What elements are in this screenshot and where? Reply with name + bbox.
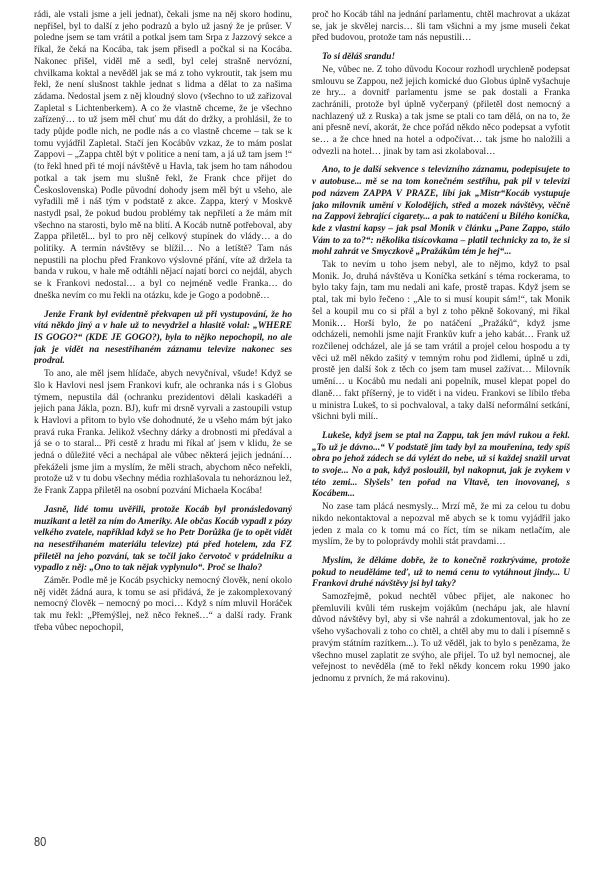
answer-paragraph: Záměr. Podle mě je Kocáb psychicky nemocný člověk, není okolo něj vidět žádná aura, k tomu se asi přidává, že je zakomplexovaný nemocný člověk – nemocný po moci… Když s ním mluvil Horáček tak mu řekl: „Přemýšlej, než něco řekneš…“ a další rady. Frank třeba vůbec nepochopil,: [34, 576, 292, 633]
page-number: 80: [34, 834, 47, 849]
answer-paragraph: Samozřejmě, pokud nechtěl vůbec přijet, ale nakonec ho přemluvili kvůli tém ruskejm vojákům (nechápu jak, ale hlavní důvod návštěvy byl, aby si vše nahrál a zdokumentoval, jak ho ze všeho vyšachovali z toho co chtěl, a chtěl aby mu to dali i písemně s pravým státním razítkem...). To už věděl, jak to bylo s penězama, že všechno musel zaplatit ze svýho, ale přijel. To už byl nemocnej, ale veřejnost to nevěděla (mě to řekl někdy koncem roku 1990 jako jednomu z prvních, že má rakovinu).: [312, 592, 570, 684]
interview-question: Lukeše, když jsem se ptal na Zappu, tak jen mávl rukou a řekl. „To už je dávno...“ V podstatě jim tady byl za mouřenína, tedy spíš obra po jehož zádech se dá vylézt do nebe, už si každej snažil urvat to svoje... No a pak, když posloužil, byl nakopnut, jak je zvykem v této zemi... Slyšels’ ten pořad na Vltavě, ten inovovanej, s Kocábem...: [312, 430, 570, 500]
interview-question: Ano, to je další sekvence s televizního záznamu, podepisujete to v autobuse... mě se na tom konečném sestříhu, pak pil v televizi pod názvem ZAPPA V PRAZE, líbí jak „Mistr“Kocáb vystupuje jako milovník umění v Kolodějích, střed a mozek návštěvy, věčně na Zappovi žebrající cigarety... a pak to natáčení u Bílého koníčka, kde z vlastní kapsy – jak psal Monik v článku „Pane Zappo, stálo Vám to za to?“: několika tisícovkama – platil technicky za to, že si mohl zahrát ve Smyczkově „Pražákům tém je hej“...: [312, 165, 570, 258]
interview-question: To si děláš srandu!: [322, 52, 396, 63]
answer-paragraph: proč ho Kocáb táhl na jednání parlamentu, chtěl machrovat a ukázat se, jak je skvělej narcis… šli tam všichni a my jsme museli čekat před budovou, protože tam nás nepustili…: [312, 10, 570, 44]
answer-paragraph: To ano, ale měl jsem hlídače, abych nevyčníval, všude! Když se šlo k Havlovi nesl jsem Frankovi kufr, ale ochranka nás i s Globus týmem, nepustila dál (ochranku prezidentovi dělali kaskadéři a jejich pana Jákla, pozn. BJ), kufr mi drsně vyrvali a zastoupili vstup k Havlovi a přitom to bylo vše dohodnuté, že u všeho mám být jako pravá ruka Franka. Jelikož všechny dárky a drobnosti mi předával a já se o to staral... Při cestě z hradu mi říkal ať jsem v klidu, že se jedná o důležité věci a nechápal ale vůbec některá jejich jednání… překáželi jsme jim a myslím, že měli strach, abychom něco neřekli, protože už v tu dobu všechny média rozhlašovala tu nehoráznou lež, že Frank Zappa přiletěl na osobní pozvání Michaela Kocába!: [34, 369, 292, 497]
interview-question: Jasně, lidé tomu uvěřili, protože Kocáb byl pronásledovaný muzikant a letěl za ním do Ameriky. Ale občas Kocáb vypadl z pózy velkého zvatele, například když se ho Petr Dorůžka (je to opět vidět na nesestříhaném materiálu televize) ptá před hotelem, zda FZ přiletěl na jeho pozvání, tak se točil jako červotoč v prádelníku a vypadlo z něj: „Ono to tak nějak vyplynulo“. Proč se lhalo?: [34, 504, 292, 574]
answer-paragraph: No zase tam plácá nesmysly... Mrzí mě, že mi za celou tu dobu nikdo nekontaktoval a nepozval mě abych se k tomu vyjádřil jako jeden z mala co k tomu má co říct, tím se nikam netlačím, ale myslím, že by to poloprávdy mohli stát pravdami…: [312, 502, 570, 548]
answer-paragraph: Tak to nevím u toho jsem nebyl, ale to nějmo, když to psal Monik. Jo, druhá návštěva u Koníčka setkání s téma rockerama, to bylo taky fajn, tam mu nedali ani kafe, prostě trapas. Když jsem se ptal, tak mi bylo řečeno : „Ale to si musí koupit sám!“, tak Monik šel a koupil mu co si přál a byl z toho pěkně šokovaný, mi říkal Monik… Horší bylo, že po natáčení „Pražáků“, když jsme odcházeli, nemohli jsme najít Frankův kufr a jeho kabát… Frank už rozčilenej odcházel, ale já se tam vrátil a projel celou hospodu a ty věci už měl někdo zašitý v temným rohu pod židlemi, úplně u zdi, prostě jen další šok z těch co jsem tam musel zažívat… Milovník umění… u Kocábů mu nedali ani popelník, musel klepat popel do dlaně… fakt příšerný, je to vidět i na videu. Frankovi se líbilo třeba u ministra Lukeš, to si pochvaloval, a taky další neformální setkání, všichni byli milí..: [312, 260, 570, 423]
answer-paragraph: Ne, vůbec ne. Z toho důvodu Kocour rozhodl urychleně podepsat smlouvu se Zappou, než jejich komické duo Globus úplně vyšachuje ze hry... a dovnitř parlamentu jsme se pak dostali a Franka zachránili, protože byl úplně vyčerpaný (přiletěl dost nemocný a nachlazený už z Ruska) a tak jsme se ptali co tam dělá, on na to, že ani přesně neví, akorát, že chce pořád někdo něco podepsat a vyfotit se… a že chce hned na hotel a odpočívat… tak jsme ho naložili a odvezli na hotel… jinak by tam asi zkolaboval…: [312, 64, 570, 157]
answer-paragraph: rádi, ale vstali jsme a jeli jednat), čekali jsme na něj skoro hodinu, nepřišel, byl to další z jeho podrazů a bylo už jasný že je průser. V poledne jsem se tam vrátil a potkal jsem tam Srpa z Jazzový sekce a říkal, že čeká na Kocába, tak jsem přisedl a počkal si na Kocába. Nakonec přišel, viděl mě a sedl, byl celej strašně nervózní, chvilkama koktal a nevěděl jak se má z toho vykroutit, tak jsem mu řekl, že není slušnost takhle jednat s lidma a dělat to za našima zádama. Nedostal jsem z něj kloudný slovo (všechno to už zařizoval Zapletal s Lichtenberkem). A co že vlastně chceme, že je všechno zařízený… to už jsem měl chuť mu dát do držky, a prohlásil, že to tady půjde podle nich, ne podle nás a co vlastně chceme – tak se k tomu vyjádřil Zapletal. Stačí jen Kocábův vzkaz, že to mám poslat Zappovi – „Zappa chtěl být v politice a není tam, a já už tam jsem !“ (to řekl hned při té mojí návštěvě u Havla, tak jsem ho tam náhodou potkal a tak jsem mu slušně řekl, že Frank chce přijet do Československa) Podle původní dohody jsem měl být u všeho, ale vyřadili mě i náš tým v podstatě z akce. Zappa, který v Moskvě nastydl psal, že pokud budou problémy tak nepřiletí a že mám mít všechno na starosti, bylo mě na blití. A Kocáb nutně potřeboval, aby Zappa přiletěl... byl to pro něj celkový stupínek do vlády… a do politiky. A termín návštěvy se blížil… No a letíště? Tam nás nepustili na plochu před Frankovo výslovné přání, víte až držela ta banda v rukou, v hale mě odtáhli nějací najatí borci co nejdál, abych se k Frankovi nedostal… a byl co nejméně vedle Franka… do dneška nevím co mu řekli na otázku, kde je Gogo a podobně…: [34, 10, 292, 301]
interview-question: Myslím, že děláme dobře, že to konečně rozkrýváme, protože pokud to neuděláme teď, už to nemá cenu to vytáhnout jindy... U Frankovi druhé návštěvy jsi byl taky?: [312, 555, 570, 590]
left-column: [34, 10, 292, 810]
right-column: [312, 10, 570, 810]
interview-question: Jenže Frank byl evidentně překvapen už při vystupování, že ho vítá někdo jiný a v hale už to nevydržel a hlasitě volal: „WHERE IS GOGO?“ (KDE JE GOGO?), byla to nějko nepochopil, no ale jak je vidět na nesestříhaném záznamu televize nakonec ses prodral.: [34, 309, 292, 367]
